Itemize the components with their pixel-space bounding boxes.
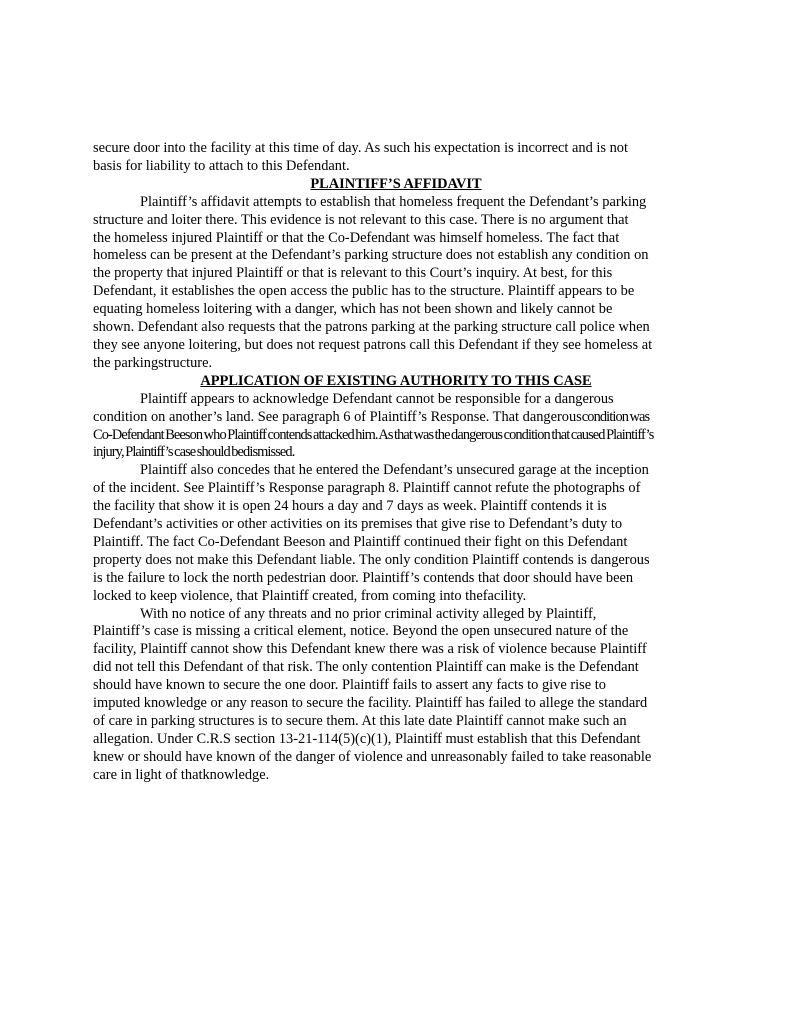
text-line: basis for liability to attach to this Defendant. bbox=[93, 157, 350, 174]
text-line: Defendant, it establishes the open access the public has to the structure. Plaintiff appears to be bbox=[93, 283, 635, 300]
text-line: imputed knowledge or any reason to secure the facility. Plaintiff has failed to allege the standard bbox=[93, 695, 648, 712]
section-heading-authority: APPLICATION OF EXISTING AUTHORITY TO THIS CASE bbox=[200, 372, 592, 389]
text-line: the facility that show it is open 24 hours a day and 7 days as week. Plaintiff contends it is bbox=[93, 498, 607, 515]
text-line: homeless can be present at the Defendant’s parking structure does not establish any condition on bbox=[93, 247, 649, 264]
text-line-content: condition on another’s land. See paragraph 6 of Plaintiff’s Response. That dangerous bbox=[93, 408, 582, 425]
text-line: equating homeless loitering with a danger, which has not been shown and likely cannot be bbox=[93, 301, 613, 318]
authority-paragraph-2 bbox=[93, 462, 699, 605]
text-line-content: Plaintiff also concedes that he entered the Defendant’s unsecured garage at the inception bbox=[140, 462, 649, 479]
text-line: the property that injured Plaintiff or that is relevant to this Court’s inquiry. At best, for this bbox=[93, 265, 613, 282]
text-line: did not tell this Defendant of that risk. The only contention Plaintiff can make is the Defendant bbox=[93, 659, 639, 676]
text-line: shown. Defendant also requests that the patrons parking at the parking structure call police when bbox=[93, 319, 650, 336]
text-line: secure door into the facility at this time of day. As such his expectation is incorrect and is not bbox=[93, 140, 628, 156]
condensed-text: condition was bbox=[581, 408, 650, 425]
text-line: property does not make this Defendant liable. The only condition Plaintiff contends is dangerous bbox=[93, 551, 650, 568]
condensed-text-line: injury, Plaintiff’s case should bedismissed. bbox=[93, 444, 295, 461]
text-line: should have known to secure the one door. Plaintiff fails to assert any facts to give rise to bbox=[93, 677, 606, 694]
text-line: care in light of thatknowledge. bbox=[93, 766, 270, 783]
text-line bbox=[93, 462, 699, 480]
text-line bbox=[93, 409, 699, 427]
text-line: of care in parking structures is to secure them. At this late date Plaintiff cannot make such an bbox=[93, 713, 627, 729]
text-line bbox=[93, 194, 699, 212]
text-line-content: Plaintiff appears to acknowledge Defendant cannot be responsible for a dangerous bbox=[140, 390, 614, 407]
text-line: Plaintiff. The fact Co-Defendant Beeson and Plaintiff continued their fight on this Defendant bbox=[93, 533, 628, 550]
text-line bbox=[93, 606, 699, 624]
authority-paragraph-3 bbox=[93, 606, 699, 785]
text-line: is the failure to lock the north pedestrian door. Plaintiff’s contends that door should have been bbox=[93, 569, 634, 586]
text-line-content: Plaintiff’s affidavit attempts to establish that homeless frequent the Defendant’s parking bbox=[140, 193, 647, 210]
authority-paragraph-1 bbox=[93, 391, 699, 463]
intro-paragraph bbox=[93, 140, 699, 176]
document-page bbox=[93, 140, 699, 785]
text-line: the parkingstructure. bbox=[93, 354, 213, 371]
text-line: structure and loiter there. This evidence is not relevant to this case. There is no argument that bbox=[93, 211, 629, 228]
text-line: Defendant’s activities or other activities on its premises that give rise to Defendant’s duty to bbox=[93, 516, 623, 533]
text-line: allegation. Under C.R.S section 13-21-114(5)(c)(1), Plaintiff must establish that this Defendant bbox=[93, 730, 641, 747]
text-line: of the incident. See Plaintiff’s Response paragraph 8. Plaintiff cannot refute the photographs of bbox=[93, 480, 641, 497]
text-line: facility, Plaintiff cannot show this Defendant knew there was a risk of violence because Plaintiff bbox=[93, 641, 647, 658]
text-line: the homeless injured Plaintiff or that the Co-Defendant was himself homeless. The fact that bbox=[93, 229, 620, 246]
condensed-text-line: Co-Defendant Beeson who Plaintiff contends attacked him. As that was the dangerous condition that caused Plaintiff’s bbox=[93, 426, 654, 443]
text-line: locked to keep violence, that Plaintiff created, from coming into thefacility. bbox=[93, 587, 527, 604]
text-line-content: With no notice of any threats and no prior criminal activity alleged by Plaintiff, bbox=[140, 605, 597, 622]
text-line: Plaintiff’s case is missing a critical element, notice. Beyond the open unsecured nature of the bbox=[93, 623, 629, 640]
text-line: knew or should have known of the danger of violence and unreasonably failed to take reasonable bbox=[93, 748, 652, 765]
affidavit-paragraph bbox=[93, 194, 699, 373]
section-heading-affidavit: PLAINTIFF’S AFFIDAVIT bbox=[310, 175, 482, 192]
text-line bbox=[93, 391, 699, 409]
text-line: they see anyone loitering, but does not request patrons call this Defendant if they see homeless at bbox=[93, 336, 653, 353]
